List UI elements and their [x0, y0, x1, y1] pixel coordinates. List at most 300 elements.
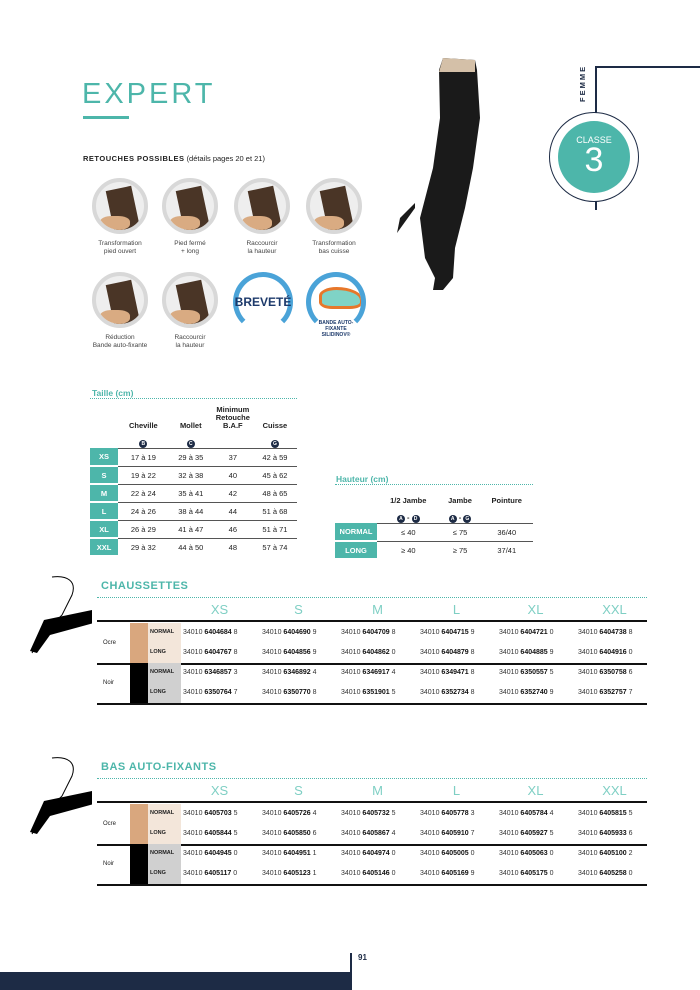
retouche-icon — [92, 178, 148, 234]
ean-check: 8 — [468, 689, 475, 696]
ean-main: 6352740 — [520, 689, 548, 696]
length-label: LONG — [150, 870, 166, 876]
ean-prefix: 34010 — [262, 669, 284, 676]
ean-main: 6350557 — [520, 669, 548, 676]
row-label: LONG — [335, 541, 377, 559]
row-label: NORMAL — [335, 523, 377, 541]
ean-code — [578, 689, 633, 696]
table-rule — [97, 620, 647, 622]
ean-main: 6350770 — [283, 689, 311, 696]
ean-check: 6 — [626, 669, 633, 676]
ean-main: 6405910 — [441, 830, 469, 837]
ean-check: 4 — [389, 830, 396, 837]
retouche-icon — [92, 272, 148, 328]
ean-check: 6 — [626, 830, 633, 837]
ean-check: 9 — [547, 649, 554, 656]
ean-check: 0 — [547, 850, 554, 857]
ean-code — [183, 629, 238, 636]
ean-check: 0 — [231, 850, 238, 857]
table-cell: 17 à 19 — [118, 448, 169, 466]
color-name: Noir — [103, 680, 115, 686]
divider — [97, 778, 647, 779]
size-header: XXL — [602, 602, 627, 617]
retouche-label-line1: Transformation — [312, 240, 356, 247]
ean-main: 6404738 — [599, 629, 627, 636]
ean-code — [262, 870, 317, 877]
ean-prefix: 34010 — [183, 810, 205, 817]
ean-prefix: 34010 — [262, 850, 284, 857]
retouche-label-line2: bas cuisse — [318, 248, 350, 255]
ean-check: 4 — [547, 810, 554, 817]
ean-prefix: 34010 — [420, 810, 442, 817]
ean-main: 6404684 — [204, 629, 232, 636]
leg-figure — [22, 575, 92, 655]
table-cell: 35 à 41 — [169, 484, 213, 502]
table-cell: ≥ 75 — [440, 541, 481, 559]
ean-prefix: 34010 — [341, 850, 363, 857]
ean-prefix: 34010 — [183, 649, 205, 656]
marker-d-icon: D — [412, 515, 420, 523]
color-swatch — [130, 804, 148, 844]
length-label: NORMAL — [150, 629, 175, 635]
retouche-label-line1: Réduction — [105, 334, 135, 341]
table-cell: 40 — [213, 466, 253, 484]
table-row — [90, 502, 297, 520]
classe-label: CLASSE — [576, 135, 612, 145]
table-cell: 29 à 35 — [169, 448, 213, 466]
table-cell: 38 à 44 — [169, 502, 213, 520]
col-demi-jambe: 1/2 Jambe — [390, 496, 427, 505]
retouche-label-line2: + long — [181, 248, 199, 255]
ean-main: 6404879 — [441, 649, 469, 656]
col-jambe: Jambe — [448, 496, 472, 505]
ean-code — [183, 870, 237, 877]
size-header: XL — [527, 783, 544, 798]
bande-label: BANDE AUTO-FIXANTE SILIDINOV® — [318, 320, 354, 338]
ean-code — [341, 830, 396, 837]
ean-check: 4 — [310, 669, 317, 676]
length-label: NORMAL — [150, 669, 175, 675]
ean-check: 5 — [547, 669, 554, 676]
skin-shape — [314, 216, 344, 230]
skin-shape — [242, 216, 272, 230]
ean-check: 7 — [626, 689, 633, 696]
ean-check: 4 — [389, 669, 396, 676]
color-swatch — [130, 663, 148, 703]
retouche-icon — [234, 178, 290, 234]
ean-main: 6405146 — [362, 870, 390, 877]
ean-check: 8 — [310, 689, 317, 696]
ean-code — [578, 830, 633, 837]
ean-main: 6346892 — [283, 669, 311, 676]
taille-title: Taille (cm) — [92, 388, 134, 398]
ean-prefix: 34010 — [578, 689, 600, 696]
ean-main: 6404721 — [520, 629, 548, 636]
retouche-label — [294, 240, 374, 256]
table-cell: 42 à 59 — [253, 448, 297, 466]
table-cell: 51 à 68 — [253, 502, 297, 520]
classe-badge — [558, 121, 630, 193]
row-label: XL — [90, 520, 118, 538]
retouche-label — [150, 334, 230, 350]
col-pointure: Pointure — [491, 496, 522, 505]
ean-code — [499, 850, 554, 857]
ean-prefix: 34010 — [262, 649, 284, 656]
ean-prefix: 34010 — [183, 870, 205, 877]
retouche-label-line2: Bande auto-fixante — [92, 342, 148, 349]
color-name: Noir — [103, 861, 115, 867]
marker-b-icon: B — [139, 440, 147, 448]
ean-main: 6405123 — [283, 870, 311, 877]
ean-main: 6346917 — [362, 669, 390, 676]
ean-code — [499, 629, 554, 636]
ean-prefix: 34010 — [341, 870, 363, 877]
ean-code — [420, 689, 475, 696]
ean-main: 6404945 — [204, 850, 232, 857]
ean-prefix: 34010 — [341, 810, 363, 817]
table-cell: 41 à 47 — [169, 520, 213, 538]
retouche-label — [80, 334, 160, 350]
ean-code — [420, 850, 475, 857]
ean-main: 6404974 — [362, 850, 390, 857]
table-cell: 36/40 — [481, 523, 533, 541]
col-min-retouche: Minimum Retouche B.A.F — [215, 405, 250, 430]
ean-code — [341, 629, 396, 636]
ean-check: 5 — [547, 830, 554, 837]
hauteur-title: Hauteur (cm) — [336, 474, 389, 484]
table-cell: ≤ 40 — [377, 523, 440, 541]
ean-prefix: 34010 — [183, 689, 205, 696]
ean-code — [183, 810, 238, 817]
ean-check: 8 — [626, 629, 633, 636]
ean-prefix: 34010 — [183, 830, 205, 837]
divider — [90, 398, 297, 399]
ean-code — [262, 629, 317, 636]
length-label: NORMAL — [150, 810, 175, 816]
ean-main: 6405169 — [441, 870, 469, 877]
ean-prefix: 34010 — [578, 669, 600, 676]
length-label: LONG — [150, 689, 166, 695]
ean-check: 5 — [231, 810, 238, 817]
size-header: M — [372, 783, 383, 798]
ean-code — [341, 810, 396, 817]
table-cell: 22 à 24 — [118, 484, 169, 502]
row-label: XXL — [90, 538, 118, 556]
retouche-label — [222, 240, 302, 256]
ean-check: 1 — [310, 870, 317, 877]
ean-main: 6404951 — [283, 850, 311, 857]
ean-code — [420, 649, 475, 656]
ean-check: 9 — [310, 649, 317, 656]
table-rule — [97, 703, 647, 705]
size-header: M — [372, 602, 383, 617]
size-header: L — [452, 783, 461, 798]
size-header: S — [294, 602, 303, 617]
size-header: XXL — [602, 783, 627, 798]
ean-main: 6346857 — [204, 669, 232, 676]
table-row — [90, 466, 297, 484]
ean-prefix: 34010 — [578, 830, 600, 837]
ean-check: 4 — [310, 810, 317, 817]
ean-code — [578, 810, 633, 817]
table-cell: 24 à 26 — [118, 502, 169, 520]
ean-check: 0 — [626, 649, 633, 656]
retouche-icon — [162, 272, 218, 328]
ean-check: 5 — [389, 689, 396, 696]
table-rule — [97, 884, 647, 886]
ean-check: 8 — [389, 629, 396, 636]
size-header: XL — [527, 602, 544, 617]
ean-check: 3 — [231, 669, 238, 676]
row-label: S — [90, 466, 118, 484]
length-label: NORMAL — [150, 850, 175, 856]
ean-code — [262, 850, 317, 857]
ean-prefix: 34010 — [420, 689, 442, 696]
table-rule — [97, 801, 647, 803]
ean-main: 6404709 — [362, 629, 390, 636]
ean-main: 6405933 — [599, 830, 627, 837]
table-cell: ≤ 75 — [440, 523, 481, 541]
table-cell: 51 à 71 — [253, 520, 297, 538]
row-label: M — [90, 484, 118, 502]
skin-shape — [100, 310, 130, 324]
hauteur-table: 1/2 Jambe Jambe Pointure A - D A - G NORMAL ≤ 40 ≤ 75 36/40 LONG ≥ 40 ≥ 75 37/41 — [335, 487, 533, 560]
ean-prefix: 34010 — [262, 830, 284, 837]
ean-prefix: 34010 — [578, 649, 600, 656]
brevete-badge — [233, 272, 293, 332]
retouche-label-line2: pied ouvert — [103, 248, 137, 255]
ean-main: 6352757 — [599, 689, 627, 696]
ean-code — [499, 649, 554, 656]
row-label: XS — [90, 448, 118, 466]
ean-code — [499, 810, 554, 817]
ean-code — [420, 810, 475, 817]
color-swatch — [130, 844, 148, 884]
col-cuisse: Cuisse — [262, 421, 288, 430]
ean-prefix: 34010 — [499, 629, 521, 636]
ean-main: 6405063 — [520, 850, 548, 857]
retouche-icon — [162, 178, 218, 234]
retouches-heading — [83, 154, 265, 163]
ean-main: 6404715 — [441, 629, 469, 636]
ean-check: 9 — [468, 870, 475, 877]
ean-code — [420, 669, 475, 676]
marker-a-icon: A — [397, 515, 405, 523]
col-cheville: Cheville — [128, 421, 158, 430]
retouche-label-line2: la hauteur — [175, 342, 205, 349]
ean-code — [341, 689, 396, 696]
ean-prefix: 34010 — [420, 629, 442, 636]
retouche-label — [150, 240, 230, 256]
ean-prefix: 34010 — [420, 870, 442, 877]
ean-check: 5 — [626, 810, 633, 817]
ean-main: 6404916 — [599, 649, 627, 656]
table-row — [90, 520, 297, 538]
femme-label: FEMME — [578, 64, 587, 102]
ean-main: 6405726 — [283, 810, 311, 817]
ean-code — [420, 830, 475, 837]
ean-prefix: 34010 — [341, 689, 363, 696]
table-cell: 29 à 32 — [118, 538, 169, 556]
ean-prefix: 34010 — [183, 850, 205, 857]
ean-main: 6404856 — [283, 649, 311, 656]
ean-prefix: 34010 — [420, 830, 442, 837]
ean-main: 6405258 — [599, 870, 627, 877]
color-name: Ocre — [103, 640, 117, 646]
row-label: L — [90, 502, 118, 520]
ean-check: 0 — [547, 629, 554, 636]
ean-main: 6405732 — [362, 810, 390, 817]
ean-prefix: 34010 — [578, 850, 600, 857]
ean-code — [262, 649, 317, 656]
ean-prefix: 34010 — [499, 810, 521, 817]
ean-code — [420, 629, 475, 636]
ean-check: 5 — [231, 830, 238, 837]
chaussettes-title: CHAUSSETTES — [101, 580, 189, 592]
color-name: Ocre — [103, 821, 117, 827]
ean-prefix: 34010 — [420, 649, 442, 656]
table-row — [90, 484, 297, 502]
ean-code — [420, 870, 475, 877]
table-cell: 44 à 50 — [169, 538, 213, 556]
ean-main: 6404690 — [283, 629, 311, 636]
ean-main: 6404862 — [362, 649, 390, 656]
table-cell: ≥ 40 — [377, 541, 440, 559]
table-cell: 45 à 62 — [253, 466, 297, 484]
ean-check: 0 — [231, 870, 238, 877]
ean-check: 1 — [310, 850, 317, 857]
ean-code — [578, 629, 633, 636]
divider — [97, 597, 647, 598]
ean-main: 6405703 — [204, 810, 232, 817]
ean-code — [578, 669, 633, 676]
marker-g-icon: G — [271, 440, 279, 448]
divider — [335, 484, 533, 485]
table-cell: 26 à 29 — [118, 520, 169, 538]
ean-prefix: 34010 — [499, 649, 521, 656]
ean-main: 6405784 — [520, 810, 548, 817]
table-row — [90, 448, 297, 466]
ean-main: 6405927 — [520, 830, 548, 837]
ean-code — [499, 870, 554, 877]
size-header: XS — [210, 783, 229, 798]
ean-code — [262, 669, 317, 676]
ean-prefix: 34010 — [499, 850, 521, 857]
ean-check: 0 — [626, 870, 633, 877]
ean-main: 6350764 — [204, 689, 232, 696]
ean-prefix: 34010 — [499, 669, 521, 676]
leg-figure — [22, 756, 92, 836]
marker-a-icon: A — [449, 515, 457, 523]
ean-main: 6404767 — [204, 649, 232, 656]
ean-code — [183, 689, 238, 696]
table-cell: 48 — [213, 538, 253, 556]
table-cell: 57 à 74 — [253, 538, 297, 556]
ean-code — [183, 649, 238, 656]
page-divider — [350, 953, 352, 990]
ean-main: 6404885 — [520, 649, 548, 656]
ean-main: 6405100 — [599, 850, 627, 857]
ean-main: 6351901 — [362, 689, 390, 696]
ean-check: 9 — [547, 689, 554, 696]
ean-check: 0 — [389, 850, 396, 857]
length-label: LONG — [150, 649, 166, 655]
ean-code — [262, 810, 317, 817]
ean-code — [578, 870, 633, 877]
ean-check: 9 — [310, 629, 317, 636]
table-row — [90, 538, 297, 556]
ean-prefix: 34010 — [578, 870, 600, 877]
skin-shape — [170, 216, 200, 230]
size-header: S — [294, 783, 303, 798]
ean-check: 0 — [389, 870, 396, 877]
ean-check: 0 — [468, 850, 475, 857]
ean-code — [499, 830, 554, 837]
footer-bar — [0, 972, 350, 990]
table-cell: 46 — [213, 520, 253, 538]
ean-main: 6405175 — [520, 870, 548, 877]
ean-check: 8 — [231, 649, 238, 656]
retouche-label-line1: Raccourcir — [246, 240, 278, 247]
ean-prefix: 34010 — [262, 870, 284, 877]
retouche-icon — [306, 178, 362, 234]
ean-code — [578, 850, 633, 857]
page-title: EXPERT — [82, 78, 216, 110]
ean-prefix: 34010 — [499, 830, 521, 837]
ean-prefix: 34010 — [499, 689, 521, 696]
length-label: LONG — [150, 830, 166, 836]
ean-prefix: 34010 — [262, 689, 284, 696]
ean-code — [341, 669, 396, 676]
ean-prefix: 34010 — [420, 850, 442, 857]
ean-prefix: 34010 — [499, 870, 521, 877]
col-mollet: Mollet — [179, 421, 202, 430]
ean-code — [262, 830, 317, 837]
retouche-label-line2: la hauteur — [247, 248, 277, 255]
skin-shape — [100, 216, 130, 230]
ean-prefix: 34010 — [341, 629, 363, 636]
ean-prefix: 34010 — [341, 649, 363, 656]
ean-main: 6349471 — [441, 669, 469, 676]
retouches-detail: (détails pages 20 et 21) — [186, 154, 265, 163]
table-cell: 19 à 22 — [118, 466, 169, 484]
color-swatch — [130, 623, 148, 663]
table-row — [335, 541, 533, 559]
ean-code — [499, 669, 554, 676]
ean-check: 7 — [231, 689, 238, 696]
size-header: XS — [210, 602, 229, 617]
brevete-label: BREVETÉ — [234, 295, 292, 309]
page-number: 91 — [358, 953, 367, 962]
bas-title: BAS AUTO-FIXANTS — [101, 761, 217, 773]
ean-prefix: 34010 — [578, 810, 600, 817]
retouches-label: RETOUCHES POSSIBLES — [83, 154, 185, 163]
table-cell: 42 — [213, 484, 253, 502]
ean-check: 6 — [310, 830, 317, 837]
taille-table — [90, 402, 297, 557]
skin-shape — [170, 310, 200, 324]
table-row — [335, 523, 533, 541]
ean-check: 9 — [468, 629, 475, 636]
table-cell: 48 à 65 — [253, 484, 297, 502]
ean-code — [262, 689, 317, 696]
ean-check: 2 — [626, 850, 633, 857]
ean-main: 6350758 — [599, 669, 627, 676]
title-underline — [83, 116, 129, 119]
classe-number: 3 — [584, 141, 604, 179]
marker-g-icon: G — [463, 515, 471, 523]
ean-prefix: 34010 — [420, 669, 442, 676]
